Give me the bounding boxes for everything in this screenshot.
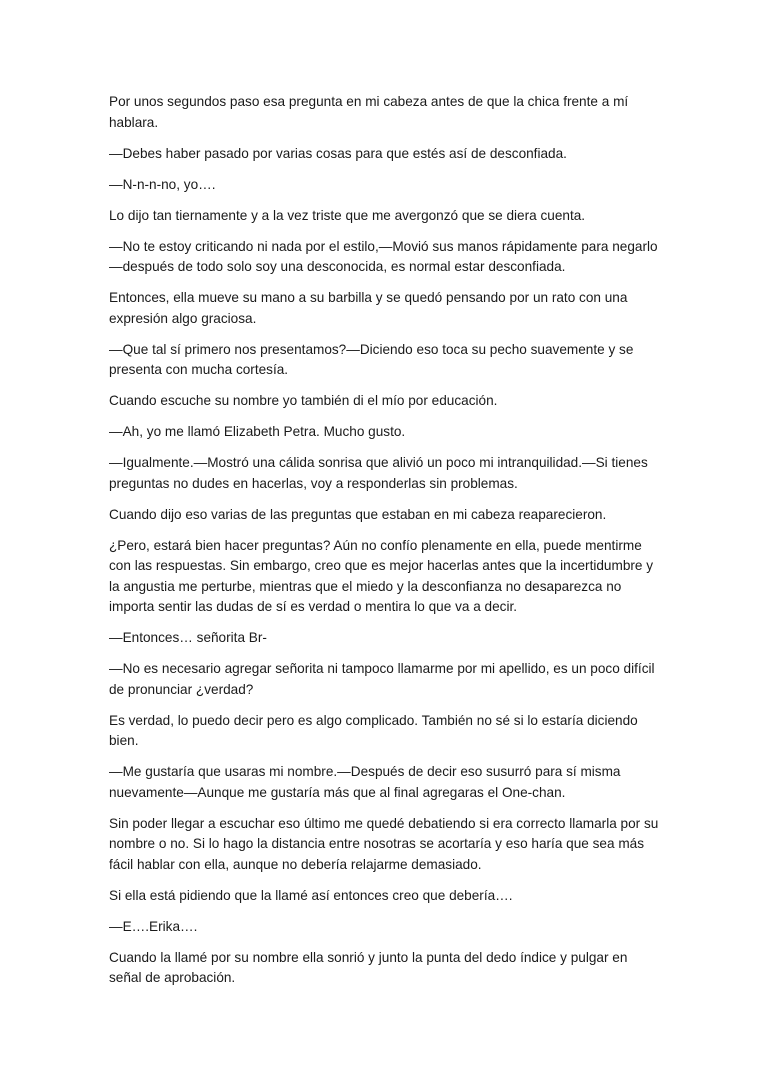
paragraph: Cuando dijo eso varias de las preguntas que estaban en mi cabeza reaparecieron.	[109, 506, 607, 522]
paragraph: —Ah, yo me llamó Elizabeth Petra. Mucho gusto.	[109, 424, 406, 439]
paragraph: Sin poder llegar a escuchar eso último me quedé debatiendo si era correcto llamarla por su nombre o no. Si lo hago la distancia entre nosotras se acortaría y eso haría que sea más fácil hablar con ella, aunque no debería relajarme demasiado.	[109, 815, 659, 872]
paragraph: Entonces, ella mueve su mano a su barbilla y se quedó pensando por un rato con una expresión algo graciosa.	[109, 290, 628, 326]
paragraph: —Debes haber pasado por varias cosas para que estés así de desconfiada.	[109, 145, 567, 161]
paragraph: —E….Erika….	[109, 918, 198, 934]
paragraph: —N-n-n-no, yo….	[109, 176, 216, 192]
paragraph: —Entonces… señorita Br-	[109, 630, 267, 645]
paragraph: Es verdad, lo puedo decir pero es algo complicado. También no sé si lo estaría diciendo bien.	[109, 712, 638, 748]
paragraph: —Que tal sí primero nos presentamos?—Diciendo eso toca su pecho suavemente y se presenta con mucha cortesía.	[109, 341, 634, 377]
paragraph: ¿Pero, estará bien hacer preguntas? Aún no confío plenamente en ella, puede mentirme con las respuestas. Sin embargo, creo que es mejor hacerlas antes que la incertidumbre y la angustia me perturbe, mientras que el miedo y la desconfianza no desaparezca no importa sentir las dudas de sí es verdad o mentira lo que va a decir.	[109, 537, 654, 614]
paragraph: —Igualmente.—Mostró una cálida sonrisa que alivió un poco mi intranquilidad.—Si tienes preguntas no dudes en hacerlas, voy a responderlas sin problemas.	[109, 455, 648, 491]
paragraph: —Me gustaría que usaras mi nombre.—Después de decir eso susurró para sí misma nuevamente—Aunque me gustaría más que al final agregaras el One-chan.	[109, 764, 621, 800]
paragraph: Cuando la llamé por su nombre ella sonrió y junto la punta del dedo índice y pulgar en señal de aprobación.	[109, 949, 628, 985]
paragraph: Si ella está pidiendo que la llamé así entonces creo que debería….	[109, 887, 513, 903]
document-body	[109, 92, 661, 999]
paragraph: Lo dijo tan tiernamente y a la vez triste que me avergonzó que se diera cuenta.	[109, 207, 586, 223]
paragraph: —No es necesario agregar señorita ni tampoco llamarme por mi apellido, es un poco difícil de pronunciar ¿verdad?	[109, 661, 655, 697]
paragraph: —No te estoy criticando ni nada por el estilo,—Movió sus manos rápidamente para negarlo—después de todo solo soy una desconocida, es normal estar desconfiada.	[109, 238, 658, 274]
paragraph: Cuando escuche su nombre yo también di el mío por educación.	[109, 393, 498, 408]
paragraph: Por unos segundos paso esa pregunta en mi cabeza antes de que la chica frente a mí hablara.	[109, 94, 629, 130]
